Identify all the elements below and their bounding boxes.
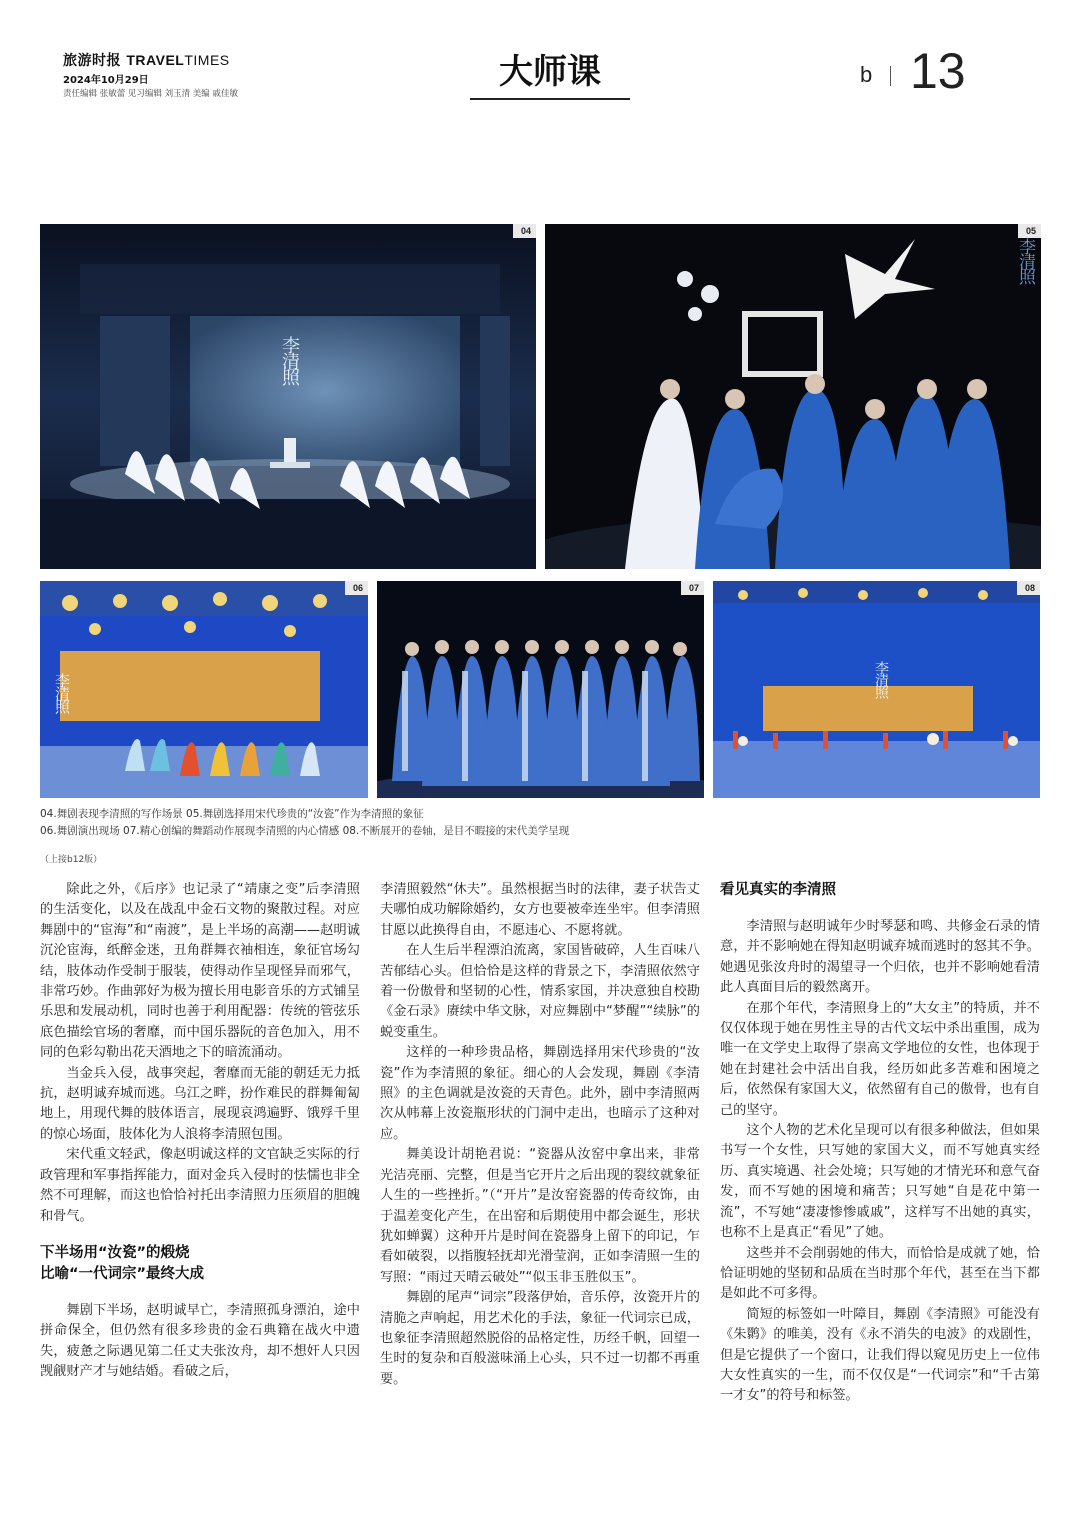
photo-07-dance-choreography [377,581,704,798]
page-divider [890,66,891,86]
article-paragraph: 舞美设计胡艳君说：“瓷器从汝窑中拿出来，非常光洁亮丽、完整，但是当它开片之后出现的裂纹就象征人生的一些挫折。”（“开片”是汝窑瓷器的传奇纹饰，由于温差变化产生，在出窑和后期使用中都会诞生，形状犹如蝉翼）这种开片是时间在瓷器身上留下的印记，乍看如破裂，以指腹轻抚却光滑莹润，正如李清照一生的写照：“雨过天晴云破处”“似玉非玉胜似玉”。 [380,1147,700,1285]
show-logo-08: 李清照 [873,661,889,697]
article-column-1 [40,880,360,1383]
article-paragraph: 李清照与赵明诚年少时琴瑟和鸣、共修金石录的情意，并不影响她在得知赵明诚弃城而逃时的怒其不争。她遇见张汝舟时的渴望寻一个归依，也并不影响她看清此人真面目后的毅然离开。 [720,919,1040,996]
article-column-3 [720,880,1040,1407]
photo-05-ru-porcelain-scene [545,224,1041,569]
article-paragraph: 这些并不会削弱她的伟大，而恰恰是成就了她，恰恰证明她的坚韧和品质在当时那个年代，甚至在当下都是如此不可多得。 [720,1245,1040,1302]
photo-badge-06: 06 [345,581,368,595]
subheading-line-1: 下半场用“汝瓷”的煅烧 [40,1244,190,1261]
photo-badge-04: 04 [513,224,536,238]
section-title-rule [470,98,630,100]
article-paragraph: 在那个年代，李清照身上的“大女主”的特质，并不仅仅体现于她在男性主导的古代文坛中杀出重围，成为唯一在文学史上取得了崇高文学地位的女性，也体现于她在封建社会中活出自我，经历如此多苦难和困境之后，依然保有家国大义，依然留有自己的傲骨，也有自己的坚守。 [720,1000,1040,1118]
article-paragraph: 舞剧的尾声“词宗”段落伊始，音乐停，汝瓷开片的清脆之声响起，用艺术化的手法，象征一代词宗已成，也象征李清照超然脱俗的品格定性，历经千帆，回望一生时的复杂和百般滋味涌上心头，只不过一切都不再重要。 [380,1290,700,1387]
brand-cn: 旅游时报 [63,53,121,69]
subheading-line-2: 比喻“一代词宗”最终大成 [40,1265,205,1282]
article-paragraph: 这样的一种珍贵品格，舞剧选择用宋代珍贵的“汝瓷”作为李清照的象征。细心的人会发现，舞剧《李清照》的主色调就是汝瓷的天青色。此外，剧中李清照两次从帏幕上汝瓷瓶形状的门洞中走出，也暗示了这种对应。 [380,1045,700,1142]
photo-caption-line-2: 06.舞剧演出现场 07.精心创编的舞蹈动作展现李清照的内心情感 08.不断展开的卷轴，是目不暇接的宋代美学呈现 [40,825,570,837]
page-section-letter: b [860,62,873,87]
show-logo-04: 李清照 [279,336,300,384]
article-paragraph: 宋代重文轻武，像赵明诚这样的文官缺乏实际的行政管理和军事指挥能力，面对金兵入侵时的怯懦也非全然不可理解，而这也恰恰衬托出李清照力压须眉的胆魄和骨气。 [40,1147,360,1224]
show-logo-06: 李清照 [53,673,71,712]
brand-en-light: TIMES [184,52,230,68]
article-paragraph: 这个人物的艺术化呈现可以有很多种做法，但如果书写一个女性，只写她的家国大义，而不写她真实经历、真实境遇、社会处境；只写她的才情光环和意气奋发，而不写她的困境和痛苦；只写她“自是花中第一流”，不写她“凄凄惨惨戚戚”，这样写不出她的真实，也称不上是真正“看见”了她。 [720,1123,1040,1241]
masthead-brand [63,50,230,70]
photo-badge-07: 07 [681,581,704,595]
article-column-2 [380,880,700,1390]
continued-from-note: （上接b12版） [40,855,103,865]
photo-06-performance-scene [40,581,368,798]
show-logo-05: 李清照 [1015,238,1035,283]
article-paragraph: 简短的标签如一叶障目，舞剧《李清照》可能没有《朱鹮》的唯美，没有《永不消失的电波》的戏剧性，但是它提供了一个窗口，让我们得以窥见历史上一位伟大女性真实的一生，而不仅仅是“一代词宗”和“千古第一才女”的符号和标签。 [720,1306,1040,1404]
article-paragraph: 舞剧下半场，赵明诚早亡，李清照孤身漂泊，途中拼命保全，但仍然有很多珍贵的金石典籍在战火中遗失，疲惫之际遇见第二任丈夫张汝舟，却不想奸人只因觊觎财产才与她结婚。看破之后， [40,1302,360,1380]
stage-illustration-04 [40,224,536,569]
stage-illustration-07 [377,581,704,798]
brand-en-bold: TRAVEL [126,52,185,68]
article-paragraph: 在人生后半程漂泊流离，家国皆破碎，人生百味八苦郁结心头。但恰恰是这样的背景之下，李清照依然守着一份傲骨和坚韧的心性，情系家国，并决意独自校勘《金石录》赓续中华文脉，对应舞剧中“梦醒”“续脉”的蜕变重生。 [380,943,700,1040]
photo-08-scroll-scene [713,581,1040,798]
editor-credits: 责任编辑 张敏蕾 见习编辑 刘玉清 美编 戚佳敏 [63,89,239,99]
photo-04-writing-scene [40,224,536,569]
section-title: 大师课 [499,52,601,92]
photo-caption-line-1: 04.舞剧表现李清照的写作场景 05.舞剧选择用宋代珍贵的“汝瓷”作为李清照的象征 [40,808,424,820]
stage-illustration-05 [545,224,1041,569]
article-paragraph: 当金兵入侵，战事突起，奢靡而无能的朝廷无力抵抗，赵明诚弃城而逃。乌江之畔，扮作难民的群舞匍匐地上，用现代舞的肢体语言，展现哀鸿遍野、饿殍千里的惊心场面，肢体化为人浪将李清照包围。 [40,1065,360,1142]
article-paragraph: 李清照毅然“休夫”。虽然根据当时的法律，妻子状告丈夫哪怕成功解除婚约，女方也要被牵连坐牢。但李清照甘愿以此换得自由，不愿违心、不愿将就。 [380,882,700,938]
page-number: 13 [910,43,966,99]
photo-badge-08: 08 [1017,581,1040,595]
photo-badge-05: 05 [1018,224,1041,238]
article-paragraph: 除此之外，《后序》也记录了“靖康之变”后李清照的生活变化，以及在战乱中金石文物的聚散过程。对应舞剧中的“宦海”和“南渡”，是上半场的高潮——赵明诚沉沦宦海，纸醉金迷，丑角群舞衣袖相连，象征官场勾结，肢体动作受制于服装，使得动作呈现怪异而邪气，非常巧妙。作曲郭好为极为擅长用电影音乐的方式铺呈乐思和发展动机，同时也善于利用配器：传统的管弦乐底色描绘官场的奢靡，而中国乐器阮的音色加入，用不同的色彩勾勒出花天酒地之下的暗流涌动。 [40,882,360,1061]
issue-date: 2024年10月29日 [63,75,149,86]
subheading: 看见真实的李清照 [720,882,836,898]
stage-illustration-06 [40,581,368,798]
